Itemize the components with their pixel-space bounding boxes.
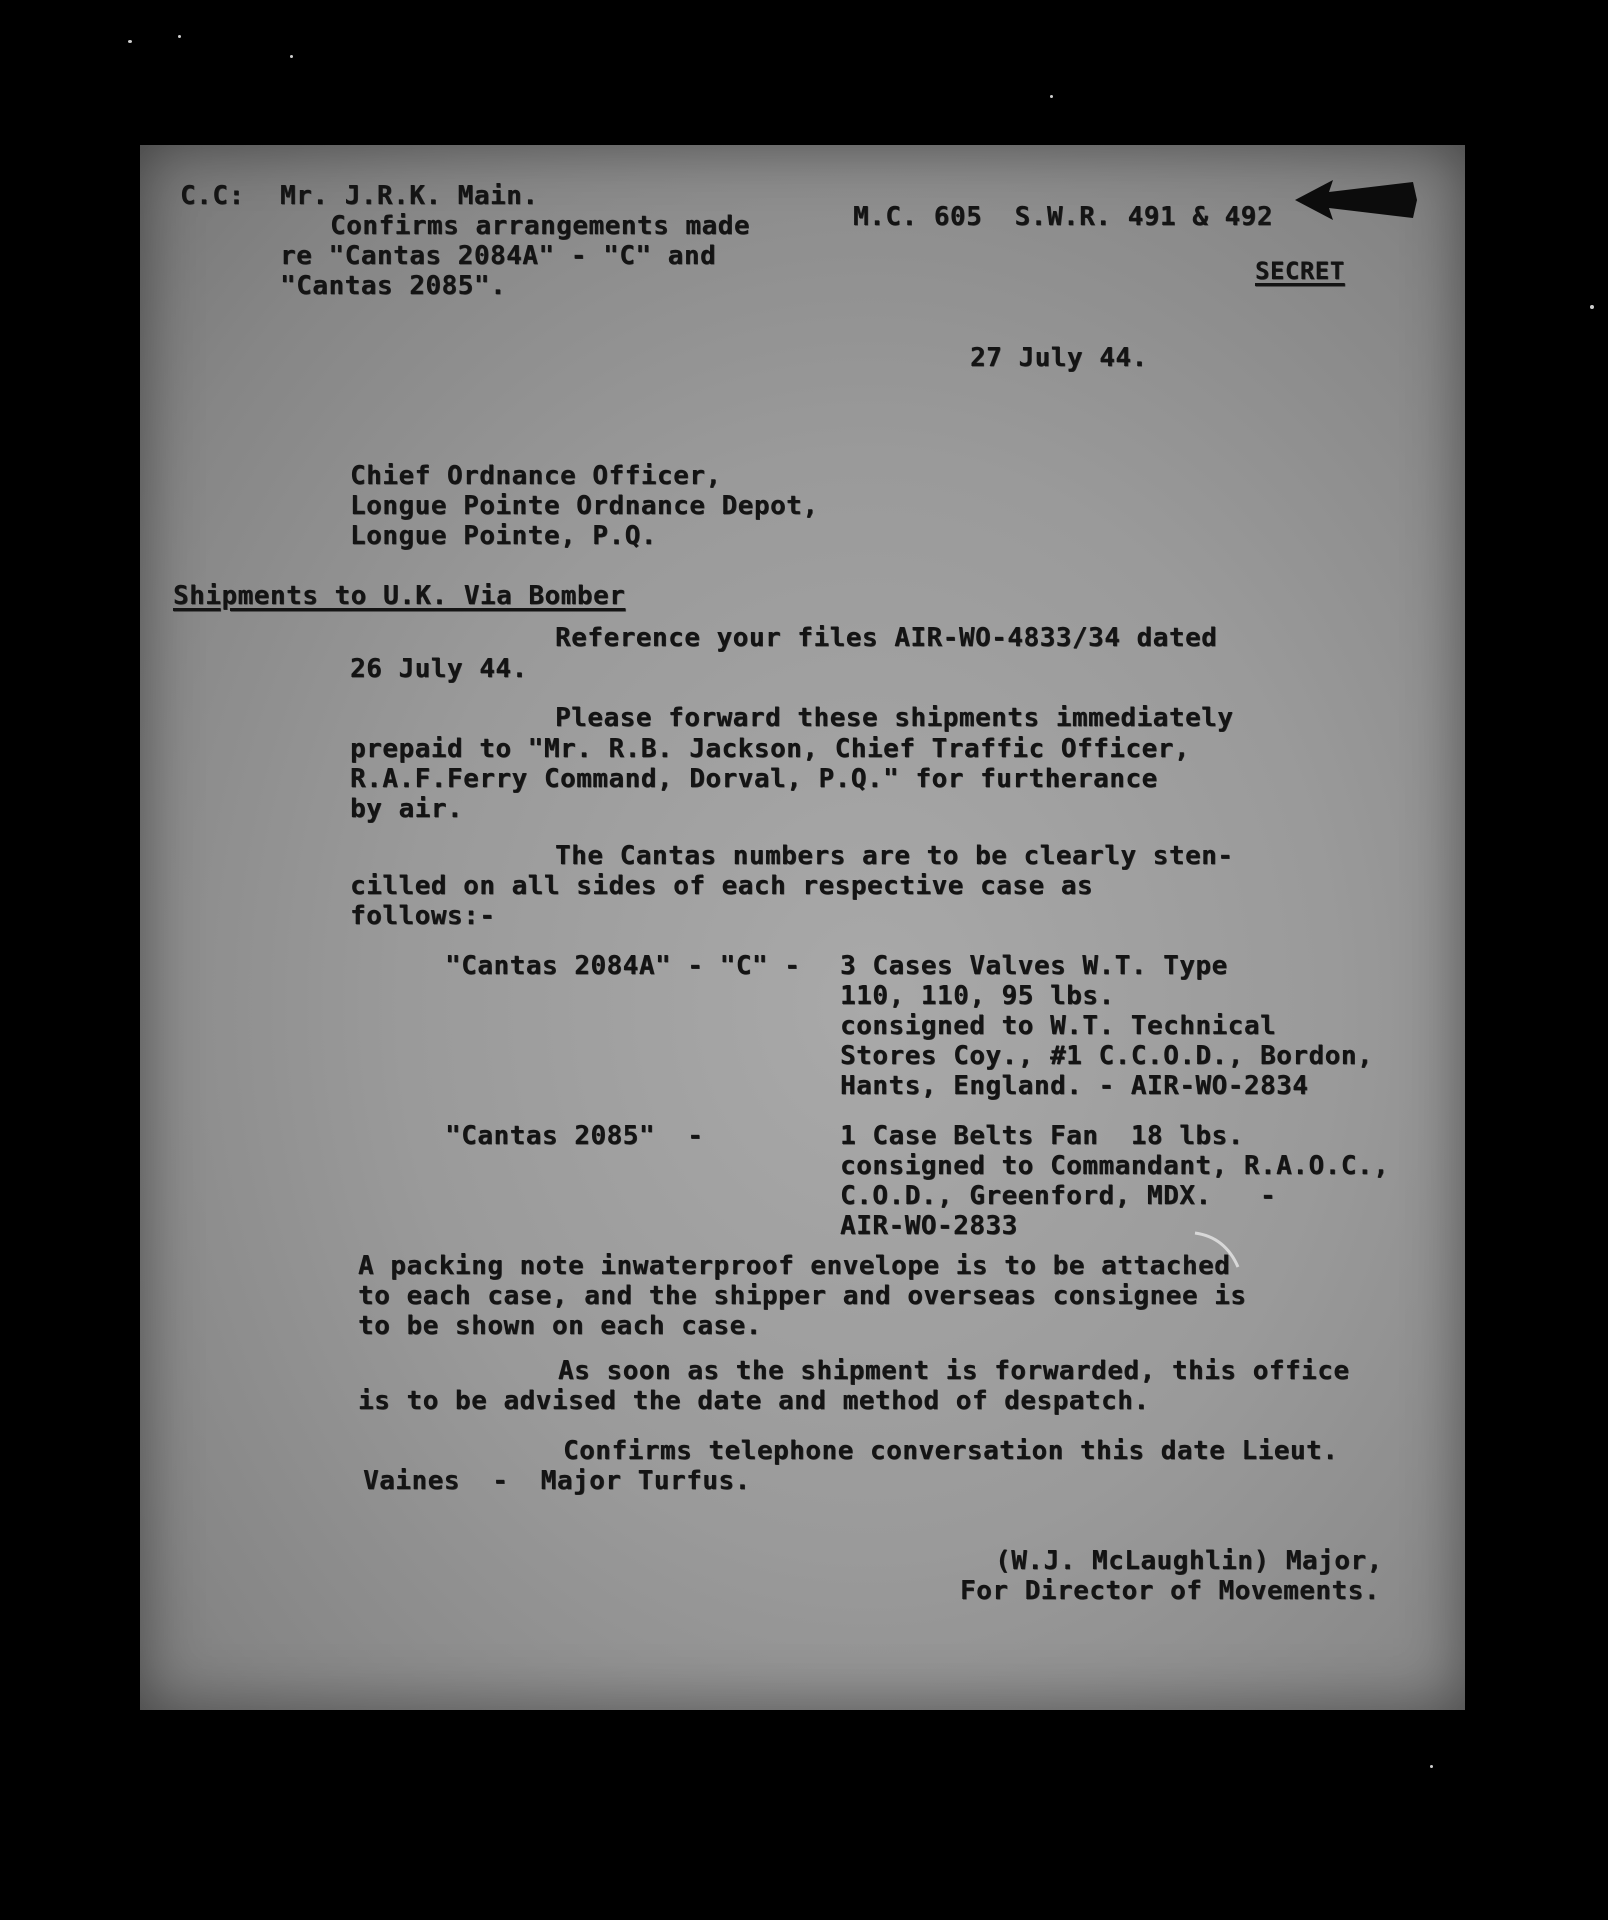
shipment-2-line2: consigned to Commandant, R.A.O.C., xyxy=(840,1151,1390,1181)
subject-line-1: Confirms arrangements made xyxy=(330,211,750,241)
shipment-1-label: "Cantas 2084A" - "C" - xyxy=(445,951,801,981)
closing-p4-line3: to be shown on each case. xyxy=(358,1311,762,1341)
arrow-left-icon xyxy=(1295,170,1420,230)
document-page xyxy=(140,145,1465,1710)
security-classification: SECRET xyxy=(1255,257,1345,285)
shipment-1-line5: Hants, England. - AIR-WO-2834 xyxy=(840,1071,1309,1101)
shipment-2-label: "Cantas 2085" - xyxy=(445,1121,704,1151)
scan-speck xyxy=(1430,1765,1433,1768)
addressee-line-2: Longue Pointe Ordnance Depot, xyxy=(350,491,819,521)
subject-line-2: re "Cantas 2084A" - "C" and xyxy=(280,241,717,271)
shipment-2-line3: C.O.D., Greenford, MDX. - xyxy=(840,1181,1277,1211)
scan-speck xyxy=(128,40,132,43)
signature-title: For Director of Movements. xyxy=(960,1576,1380,1606)
subject-line-3: "Cantas 2085". xyxy=(280,271,507,301)
body-p3-line3: follows:- xyxy=(350,901,496,931)
closing-p4-line2: to each case, and the shipper and overseas consignee is xyxy=(358,1281,1247,1311)
addressee-line-1: Chief Ordnance Officer, xyxy=(350,461,722,491)
shipment-1-line1: 3 Cases Valves W.T. Type xyxy=(840,951,1228,981)
body-p1-line2: 26 July 44. xyxy=(350,654,528,684)
file-reference: M.C. 605 S.W.R. 491 & 492 xyxy=(853,202,1273,232)
closing-p5-line2: is to be advised the date and method of despatch. xyxy=(358,1386,1150,1416)
body-p1-line1: Reference your files AIR-WO-4833/34 dated xyxy=(555,623,1218,653)
scan-speck xyxy=(290,55,293,58)
body-p3-line1: The Cantas numbers are to be clearly sten- xyxy=(555,841,1234,871)
scan-speck xyxy=(1050,95,1053,98)
subject-heading: Shipments to U.K. Via Bomber xyxy=(173,581,626,611)
closing-p5-line1: As soon as the shipment is forwarded, this office xyxy=(558,1356,1350,1386)
addressee-line-3: Longue Pointe, P.Q. xyxy=(350,521,657,551)
shipment-2-line1: 1 Case Belts Fan 18 lbs. xyxy=(840,1121,1244,1151)
body-p2-line3: R.A.F.Ferry Command, Dorval, P.Q." for furtherance xyxy=(350,764,1158,794)
signature-name: (W.J. McLaughlin) Major, xyxy=(995,1546,1383,1576)
cc-label: C.C: xyxy=(180,181,245,211)
scan-speck xyxy=(1590,305,1594,309)
closing-p6-line2: Vaines - Major Turfus. xyxy=(363,1466,751,1496)
body-p3-line2: cilled on all sides of each respective case as xyxy=(350,871,1094,901)
body-p2-line4: by air. xyxy=(350,794,464,824)
body-p2-line2: prepaid to "Mr. R.B. Jackson, Chief Traffic Officer, xyxy=(350,734,1190,764)
stray-pencil-mark xyxy=(1190,1225,1250,1285)
shipment-1-line4: Stores Coy., #1 C.C.O.D., Bordon, xyxy=(840,1041,1374,1071)
shipment-2-line4: AIR-WO-2833 xyxy=(840,1211,1018,1241)
shipment-1-line3: consigned to W.T. Technical xyxy=(840,1011,1277,1041)
cc-recipient: Mr. J.R.K. Main. xyxy=(280,181,539,211)
body-p2-line1: Please forward these shipments immediately xyxy=(555,703,1234,733)
letter-date: 27 July 44. xyxy=(970,343,1148,373)
closing-p6-line1: Confirms telephone conversation this date Lieut. xyxy=(563,1436,1339,1466)
shipment-1-line2: 110, 110, 95 lbs. xyxy=(840,981,1115,1011)
scan-speck xyxy=(178,35,181,38)
closing-p4-line1: A packing note inwaterproof envelope is to be attached xyxy=(358,1251,1231,1281)
